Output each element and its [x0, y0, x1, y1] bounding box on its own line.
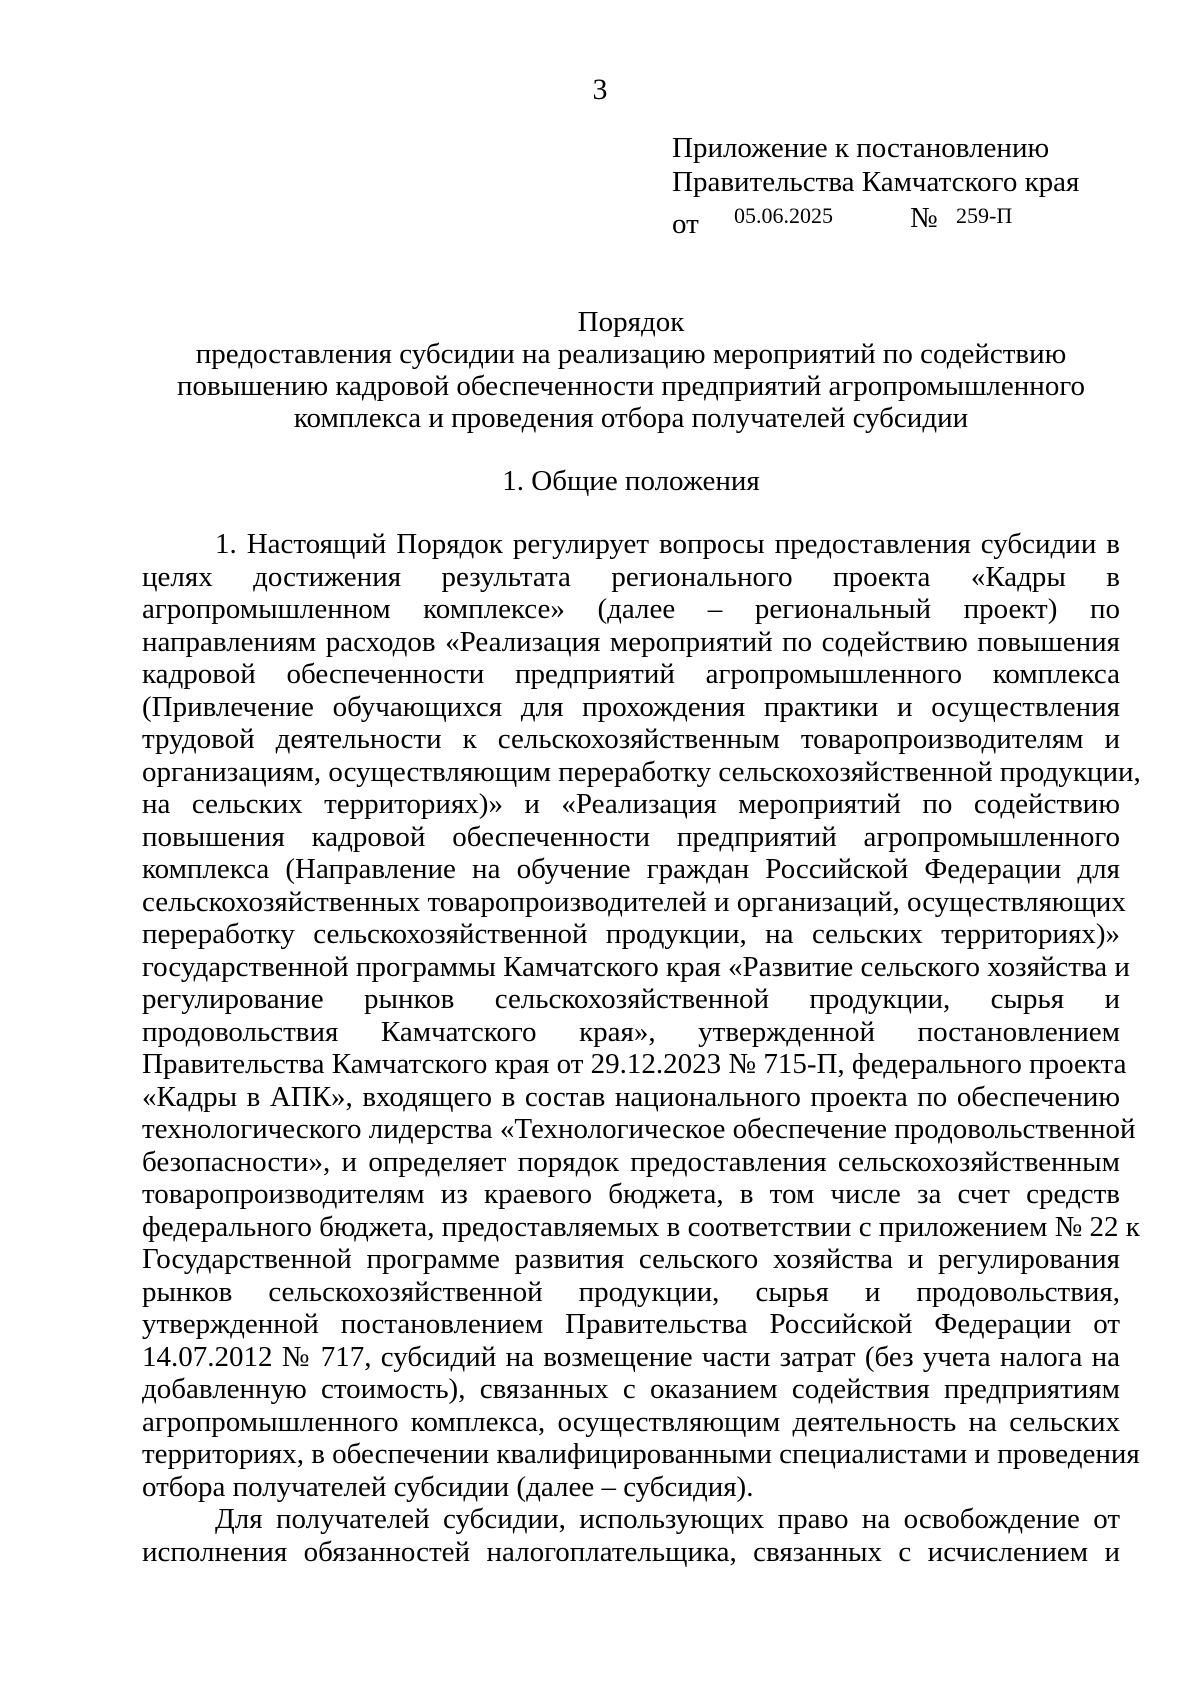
text-line: трудовой деятельности к сельскохозяйственным товаропроизводителям и: [142, 723, 1120, 755]
text-line: продовольствия Камчатского края», утвержденной постановлением: [142, 1015, 1120, 1048]
resolution-number: 259-П: [956, 203, 1013, 228]
text-line: целях достижения результата регионального проекта «Кадры в: [142, 560, 1120, 593]
title-heading: Порядок: [577, 306, 685, 338]
title-line: повышению кадровой обеспеченности предприятий агропромышленного: [177, 370, 1085, 402]
text-line: (Привлечение обучающихся для прохождения практики и осуществления: [142, 690, 1120, 723]
text-line: организациям, осуществляющим переработку сельскохозяйственной продукции,: [142, 755, 1141, 788]
from-label: от: [672, 208, 699, 240]
text-line: повышения кадровой обеспеченности предприятий агропромышленного: [142, 820, 1120, 853]
text-line: товаропроизводителям из краевого бюджета, в том числе за счет средств: [142, 1178, 1120, 1210]
text-line: государственной программы Камчатского края «Развитие сельского хозяйства и: [142, 950, 1130, 983]
text-line: Государственной программе развития сельского хозяйства и регулирования: [142, 1243, 1120, 1275]
text-line: сельскохозяйственных товаропроизводителей и организаций, осуществляющих: [142, 885, 1126, 918]
text-line: технологического лидерства «Технологическое обеспечение продовольственной: [142, 1113, 1136, 1145]
resolution-date: 05.06.2025: [734, 203, 833, 228]
text-line: утвержденной постановлением Правительства Российской Федерации от: [142, 1308, 1120, 1340]
text-line: на сельских территориях)» и «Реализация мероприятий по содействию: [142, 788, 1120, 820]
number-sign: №: [910, 202, 938, 234]
section-title: 1. Общие положения: [502, 465, 760, 497]
text-line: Для получателей субсидии, использующих право на освобождение от: [215, 1503, 1120, 1535]
text-line: рынков сельскохозяйственной продукции, сырья и продовольствия,: [142, 1275, 1120, 1308]
title-line: комплекса и проведения отбора получателей субсидии: [293, 402, 969, 434]
text-line: кадровой обеспеченности предприятий агропромышленного комплекса: [142, 658, 1120, 690]
text-line: агропромышленного комплекса, осуществляющим деятельность на сельских: [142, 1405, 1120, 1438]
text-line: Правительства Камчатского края от 29.12.2023 № 715-П, федерального проекта: [142, 1048, 1127, 1080]
text-line: федерального бюджета, предоставляемых в соответствии с приложением № 22 к: [142, 1210, 1140, 1243]
text-line: территориях, в обеспечении квалифицированными специалистами и проведения: [142, 1438, 1140, 1470]
body-text: [142, 528, 1141, 1568]
text-line: отбора получателей субсидии (далее – субсидия).: [142, 1470, 754, 1503]
page-number: 3: [592, 73, 608, 106]
text-line: агропромышленном комплексе» (далее – региональный проект) по: [142, 593, 1120, 625]
text-line: регулирование рынков сельскохозяйственной продукции, сырья и: [142, 983, 1120, 1015]
annex-header: [672, 131, 1142, 240]
text-line: безопасности», и определяет порядок предоставления сельскохозяйственным: [142, 1145, 1120, 1178]
annex-line-1: Приложение к постановлению: [672, 132, 1050, 164]
document-title: [0, 306, 1200, 434]
text-line: переработку сельскохозяйственной продукции, на сельских территориях)»: [142, 918, 1120, 950]
text-line: 1. Настоящий Порядок регулирует вопросы предоставления субсидии в: [215, 528, 1120, 560]
text-line: «Кадры в АПК», входящего в состав национального проекта по обеспечению: [142, 1080, 1120, 1113]
text-line: 14.07.2012 № 717, субсидий на возмещение части затрат (без учета налога на: [142, 1340, 1120, 1373]
text-line: направлениям расходов «Реализация мероприятий по содействию повышения: [142, 625, 1120, 658]
title-line: предоставления субсидии на реализацию мероприятий по содействию: [195, 338, 1067, 370]
annex-line-2: Правительства Камчатского края: [672, 166, 1080, 198]
text-line: добавленную стоимость), связанных с оказанием содействия предприятиям: [142, 1373, 1120, 1405]
text-line: комплекса (Направление на обучение граждан Российской Федерации для: [142, 853, 1120, 885]
text-line: исполнения обязанностей налогоплательщика, связанных с исчислением и: [142, 1535, 1120, 1568]
annex-date-number: [672, 201, 1142, 240]
